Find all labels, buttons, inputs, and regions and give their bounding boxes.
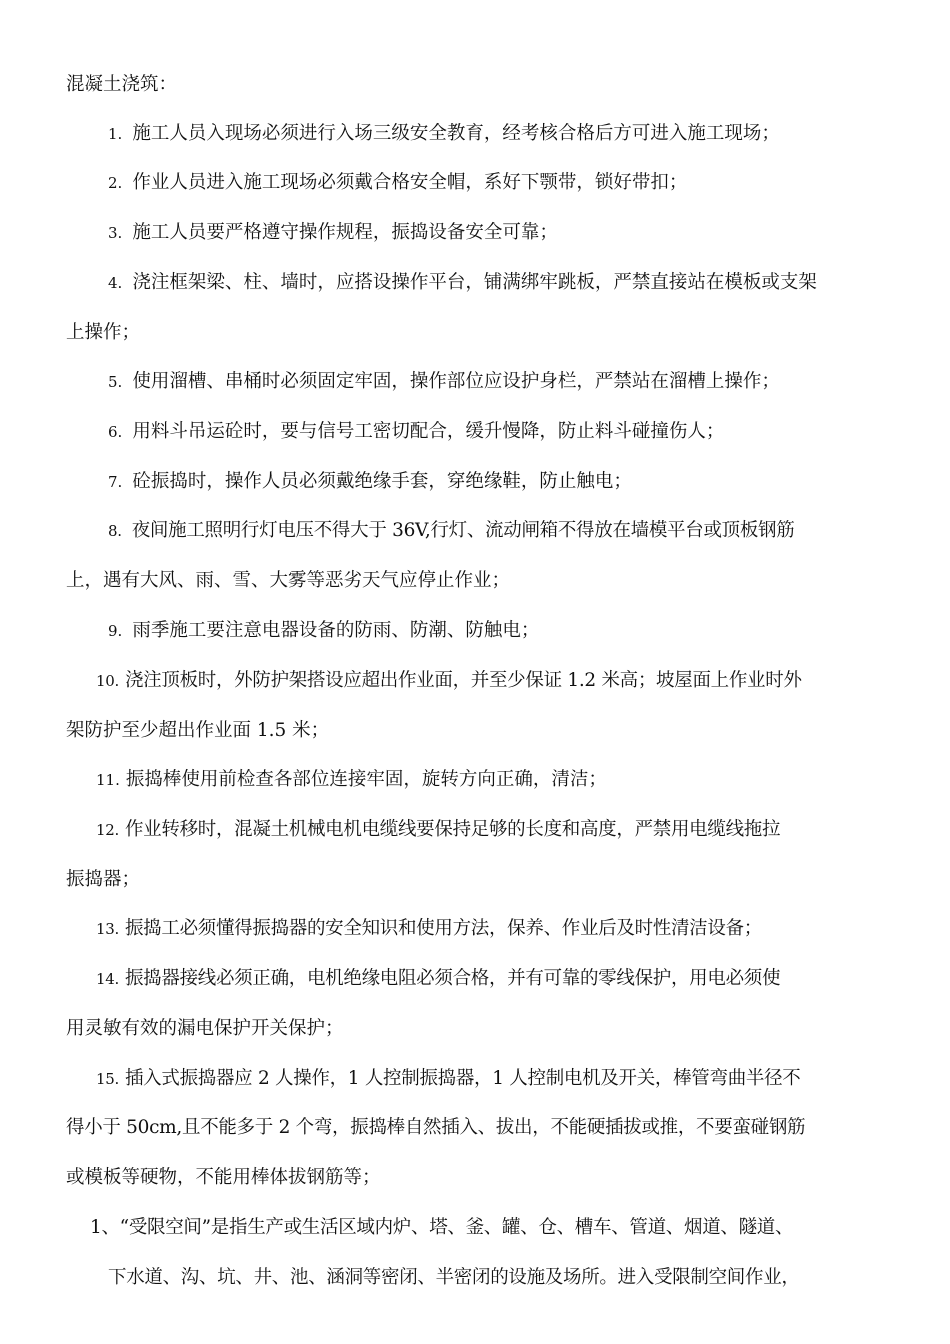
list-item bbox=[108, 469, 888, 495]
item-number: 3. bbox=[108, 224, 123, 242]
item-number: 2. bbox=[108, 174, 123, 192]
item-text: 使用溜槽、串桶时必须固定牢固，操作部位应设护身栏，严禁站在溜槽上操作； bbox=[132, 371, 780, 392]
item-continuation: 上操作； bbox=[66, 322, 141, 343]
item-continuation: 下水道、沟、坑、井、池、涵洞等密闭、半密闭的设施及场所。进入受限制空间作业， bbox=[108, 1267, 800, 1288]
item-text: 用料斗吊运砼时，要与信号工密切配合，缓升慢降，防止料斗碰撞伤人； bbox=[132, 421, 725, 442]
item-continuation: 上，遇有大风、雨、雪、大雾等恶劣天气应停止作业； bbox=[66, 570, 511, 591]
item-number: 5. bbox=[108, 373, 123, 391]
list-item bbox=[108, 220, 888, 246]
list-item bbox=[96, 668, 888, 694]
section-heading: 混凝土浇筑： bbox=[66, 74, 178, 95]
list-item bbox=[96, 916, 888, 942]
item-text: 作业人员进入施工现场必须戴合格安全帽，系好下颚带，锁好带扣； bbox=[132, 172, 688, 193]
list-item bbox=[108, 369, 888, 395]
list-item bbox=[108, 121, 888, 147]
confined-space-paragraph bbox=[90, 1215, 890, 1241]
paragraph-text: “受限空间”是指生产或生活区域内炉、塔、釜、罐、仓、槽车、管道、烟道、隧道、 bbox=[119, 1217, 794, 1238]
item-number: 13. bbox=[96, 920, 119, 938]
item-number: 9. bbox=[108, 622, 123, 640]
item-text: 雨季施工要注意电器设备的防雨、防潮、防触电； bbox=[132, 620, 540, 641]
list-item bbox=[108, 170, 888, 196]
item-number: 8. bbox=[108, 522, 122, 540]
list-item bbox=[96, 767, 888, 793]
item-number: 14. bbox=[96, 970, 119, 988]
item-number: 7. bbox=[108, 473, 123, 491]
paragraph-number: 1、 bbox=[90, 1217, 120, 1238]
item-continuation: 用灵敏有效的漏电保护开关保护； bbox=[66, 1018, 344, 1039]
item-text: 振捣棒使用前检查各部位连接牢固，旋转方向正确，清洁； bbox=[125, 769, 607, 790]
item-number: 12. bbox=[96, 821, 119, 839]
list-item bbox=[108, 270, 888, 296]
item-number: 4. bbox=[108, 274, 123, 292]
list-item bbox=[108, 618, 888, 644]
item-number: 11. bbox=[96, 771, 120, 789]
item-text: 施工人员要严格遵守操作规程，振捣设备安全可靠； bbox=[132, 222, 558, 243]
item-text: 夜间施工照明行灯电压不得大于 36V,行灯、流动闸箱不得放在墙模平台或顶板钢筋 bbox=[131, 520, 795, 541]
item-continuation: 架防护至少超出作业面 1.5 米； bbox=[66, 720, 330, 741]
item-number: 15. bbox=[96, 1070, 119, 1088]
list-item bbox=[108, 419, 888, 445]
list-item bbox=[96, 966, 888, 992]
item-text: 砼振捣时，操作人员必须戴绝缘手套，穿绝缘鞋，防止触电； bbox=[132, 471, 632, 492]
item-text: 施工人员入现场必须进行入场三级安全教育，经考核合格后方可进入施工现场； bbox=[132, 123, 780, 144]
item-text: 作业转移时，混凝土机械电机电缆线要保持足够的长度和高度，严禁用电缆线拖拉 bbox=[124, 819, 781, 840]
item-number: 10. bbox=[96, 672, 119, 690]
item-text: 浇注框架梁、柱、墙时，应搭设操作平台，铺满绑牢跳板，严禁直接站在模板或支架 bbox=[132, 272, 817, 293]
list-item bbox=[96, 817, 888, 843]
item-continuation: 振捣器； bbox=[66, 869, 141, 890]
item-continuation: 或模板等硬物，不能用棒体拔钢筋等； bbox=[66, 1167, 381, 1188]
item-text: 插入式振捣器应 2 人操作，1 人控制振捣器，1 人控制电机及开关，棒管弯曲半径不 bbox=[124, 1068, 801, 1089]
item-number: 6. bbox=[108, 423, 123, 441]
item-text: 振捣器接线必须正确，电机绝缘电阻必须合格，并有可靠的零线保护，用电必须使 bbox=[124, 968, 781, 989]
list-item bbox=[96, 1066, 888, 1092]
item-number: 1. bbox=[108, 125, 123, 143]
item-text: 浇注顶板时，外防护架搭设应超出作业面，并至少保证 1.2 米高；坡屋面上作业时外 bbox=[124, 670, 802, 691]
item-text: 振捣工必须懂得振捣器的安全知识和使用方法，保养、作业后及时性清洁设备； bbox=[124, 918, 762, 939]
list-item bbox=[108, 518, 888, 544]
item-continuation: 得小于 50cm,且不能多于 2 个弯，振捣棒自然插入、拔出，不能硬插拔或推，不要蛮碰钢筋 bbox=[66, 1117, 806, 1138]
